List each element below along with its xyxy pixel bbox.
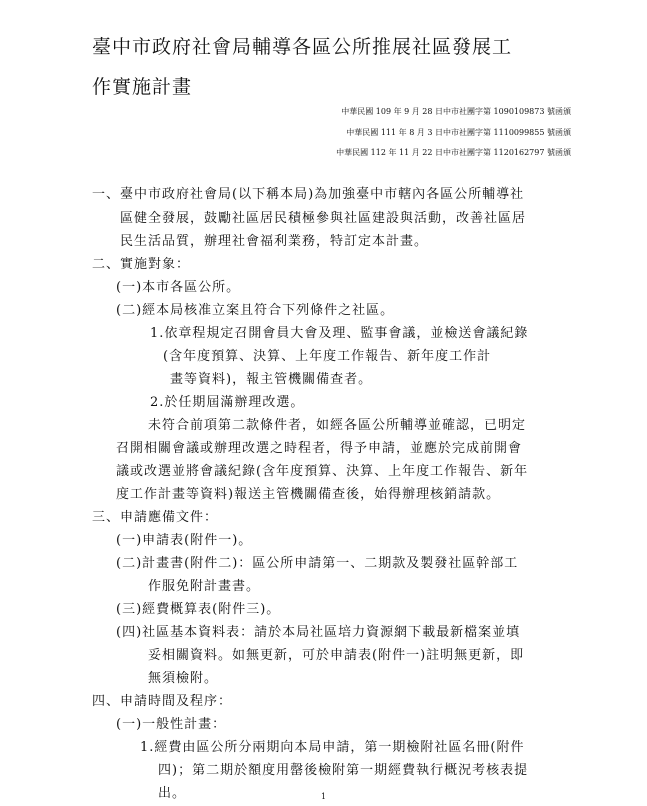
paragraph-text: 度工作計畫等資料)報送主管機關備查後，始得辦理核銷請款。 [116, 487, 501, 502]
sub-clause-text: 出。 [158, 786, 187, 801]
clause-item: (一)申請表(附件一)。 [116, 533, 253, 548]
section-1-heading: 一、臺中市政府社會局(以下稱本局)為加強臺中市轄內各區公所輔導社 [92, 187, 525, 202]
section-1-text: 區健全發展，鼓勵社區居民積極參與社區建設與活動，改善社區居 [120, 211, 527, 226]
section-1-text: 民生活品質，辦理社會福利業務，特訂定本計畫。 [120, 234, 429, 249]
sub-clause-text: 畫等資料)，報主管機關備查者。 [170, 372, 373, 387]
clause-item: (四)社區基本資料表：請於本局社區培力資源網下載最新檔案並填 [116, 625, 521, 640]
page-number: 1 [320, 792, 327, 801]
paragraph-text: 議或改選並將會議紀錄(含年度預算、決算、上年度工作報告、新年 [116, 464, 529, 479]
sub-clause-item: 1.經費由區公所分兩期向本局申請，第一期檢附社區名冊(附件 [140, 740, 525, 755]
clause-text: 妥相關資料。如無更新，可於申請表(附件一)註明無更新，即 [148, 648, 525, 663]
sub-clause-text: (含年度預算、決算、上年度工作報告、新年度工作計 [163, 349, 492, 364]
document-title-line-2: 作實施計畫 [92, 76, 193, 98]
issuance-reference: 中華民國 112 年 11 月 22 日中市社團字第 1120162797 號函頒 [336, 148, 571, 157]
sub-clause-text: 四)；第二期於額度用罄後檢附第一期經費執行概況考核表提 [158, 763, 529, 778]
issuance-reference: 中華民國 109 年 9 月 28 日中市社團字第 1090109873 號函頒 [341, 107, 571, 116]
clause-item: (三)經費概算表(附件三)。 [116, 602, 281, 617]
paragraph-text: 召開相關會議或辦理改選之時程者，得予申請，並應於完成前開會 [116, 441, 523, 456]
clause-text: 作服免附計畫書。 [148, 579, 261, 594]
issuance-reference: 中華民國 111 年 8 月 3 日中市社團字第 1110099855 號函頒 [346, 128, 571, 137]
clause-item: (一)一般性計畫： [116, 717, 227, 732]
paragraph-text: 未符合前項第二款條件者，如經各區公所輔導並確認，已明定 [148, 418, 527, 433]
clause-item: (二)計畫書(附件二)：區公所申請第一、二期款及製發社區幹部工 [116, 556, 519, 571]
section-3-heading: 三、申請應備文件： [92, 510, 219, 525]
clause-item: (一)本市各區公所。 [116, 280, 241, 295]
sub-clause-item: 2.於任期屆滿辦理改選。 [150, 395, 305, 410]
document-title-line-1: 臺中市政府社會局輔導各區公所推展社區發展工 [92, 36, 513, 58]
clause-item: (二)經本局核准立案且符合下列條件之社區。 [116, 303, 395, 318]
sub-clause-item: 1.依章程規定召開會員大會及理、監事會議，並檢送會議紀錄 [150, 326, 529, 341]
section-2-heading: 二、實施對象： [92, 257, 191, 272]
clause-text: 無須檢附。 [148, 671, 219, 686]
section-4-heading: 四、申請時間及程序： [92, 694, 233, 709]
